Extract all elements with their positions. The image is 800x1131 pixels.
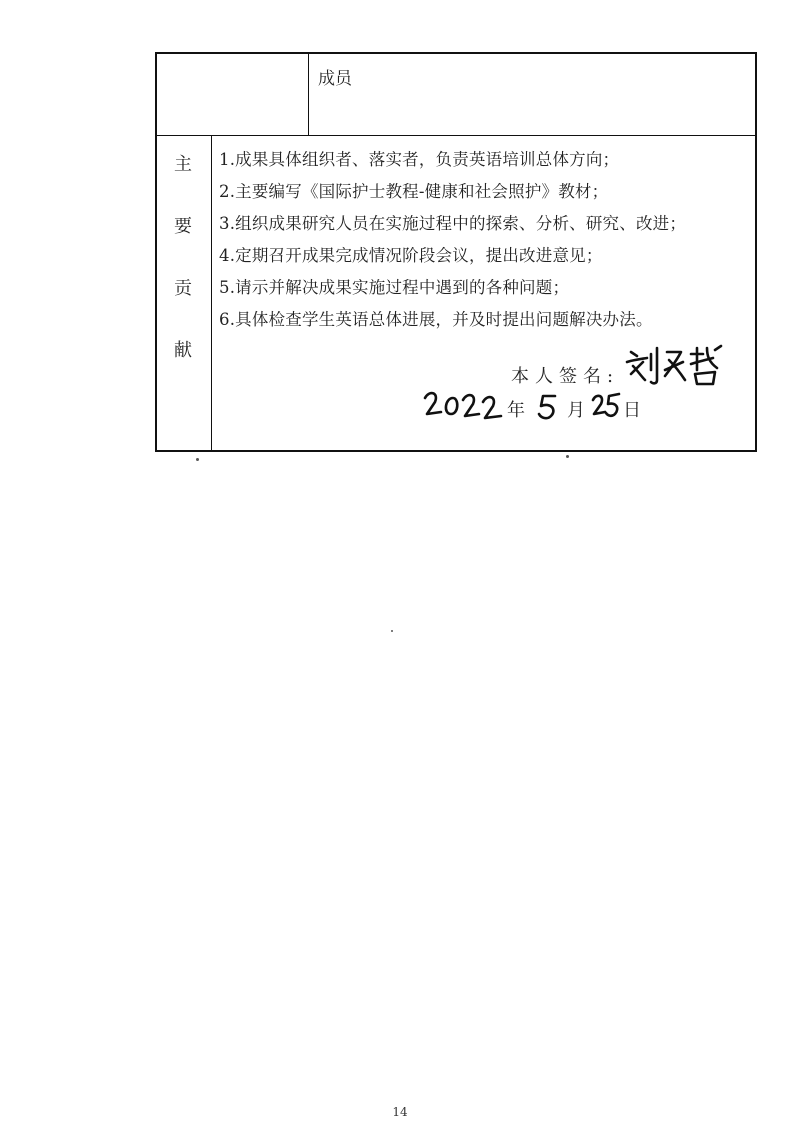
- page-number: 14: [392, 1105, 408, 1119]
- scan-speck: [566, 455, 569, 458]
- scan-speck: [196, 458, 199, 461]
- side-label-char: 主: [174, 154, 192, 175]
- scan-speck: [391, 630, 393, 632]
- contributions-divider: [211, 136, 212, 452]
- contribution-form-table: [155, 52, 755, 452]
- contribution-item: 6.具体检查学生英语总体进展，并及时提出问题解决办法。: [219, 310, 653, 329]
- members-row: [155, 52, 757, 136]
- side-label-char: 献: [174, 340, 192, 361]
- month-label: 月: [567, 400, 585, 421]
- side-label-char: 要: [174, 216, 192, 237]
- handwritten-month: [535, 392, 561, 427]
- contribution-item: 3.组织成果研究人员在实施过程中的探索、分析、研究、改进；: [219, 214, 687, 233]
- signature-label: 本人签名:: [511, 366, 620, 387]
- contribution-item: 5.请示并解决成果实施过程中遇到的各种问题；: [219, 278, 570, 297]
- members-label: 成员: [318, 69, 352, 89]
- handwritten-day: [591, 390, 623, 427]
- members-divider: [308, 52, 309, 136]
- handwritten-signature: [623, 340, 733, 390]
- side-label-char: 贡: [174, 278, 192, 299]
- contribution-item: 4.定期召开成果完成情况阶段会议，提出改进意见；: [219, 246, 603, 265]
- contribution-item: 1.成果具体组织者、落实者，负责英语培训总体方向；: [219, 150, 620, 169]
- day-label: 日: [623, 400, 641, 421]
- handwritten-year: [423, 388, 503, 427]
- contributions-list: [219, 144, 686, 336]
- year-label: 年: [507, 400, 525, 421]
- contribution-item: 2.主要编写《国际护士教程-健康和社会照护》教材；: [219, 182, 609, 201]
